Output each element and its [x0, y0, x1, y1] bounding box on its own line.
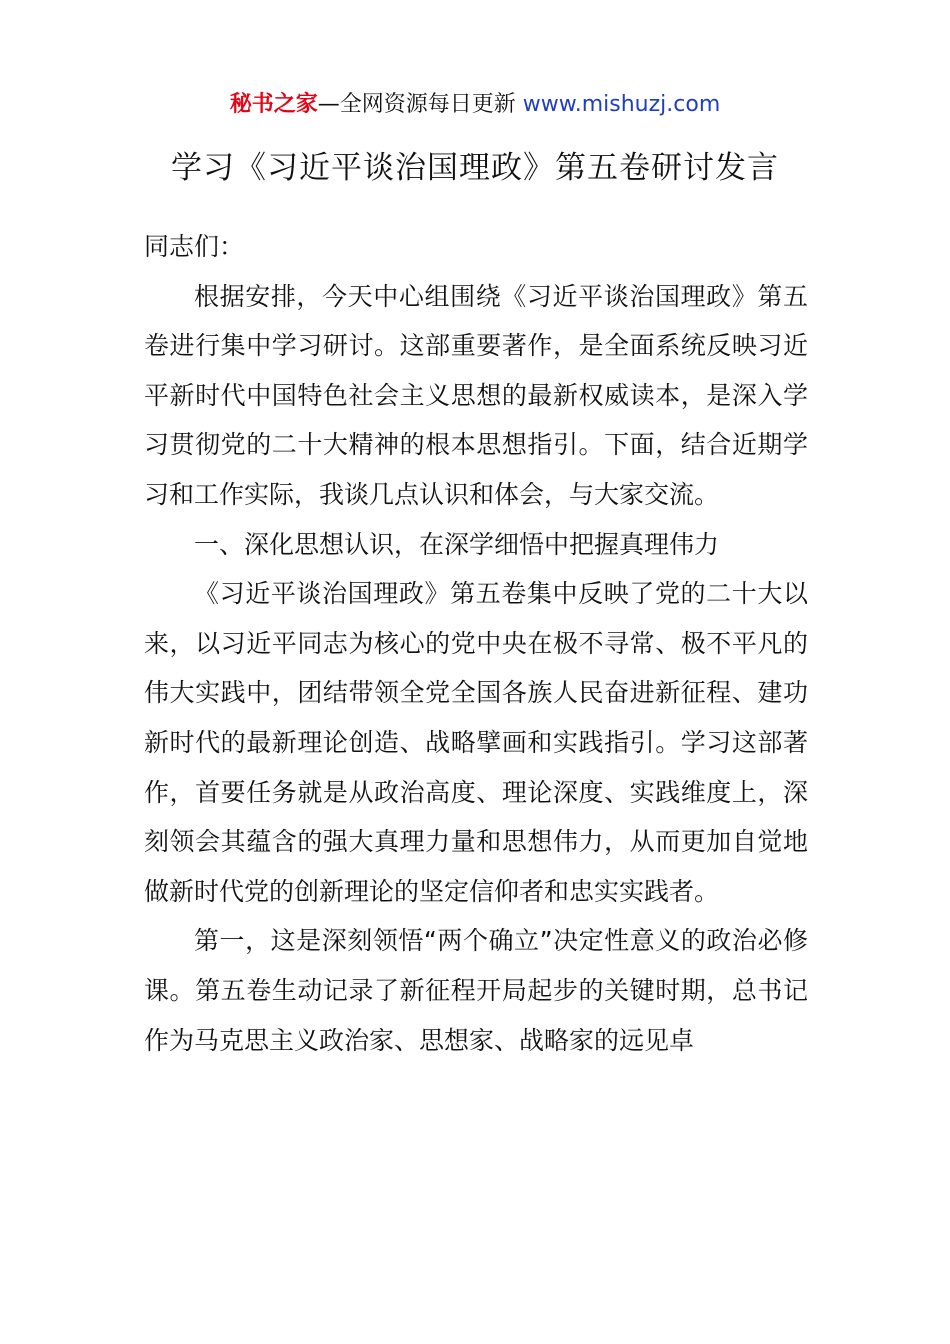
document-title: 学习《习近平谈治国理政》第五卷研讨发言 — [171, 150, 779, 186]
paragraph-section-1: 《习近平谈治国理政》第五卷集中反映了党的二十大以来，以习近平同志为核心的党中央在极不寻常、极不平凡的伟大实践中，团结带领全党全国各族人民奋进新征程、建功新时代的最新理论创造、战略擘画和实践指引。学习这部著作，首要任务就是从政治高度、理论深度、实践维度上，深刻领会其蕴含的强大真理力量和思想伟力，从而更加自觉地做新时代党的创新理论的坚定信仰者和忠实实践者。 — [144, 579, 808, 906]
document-body — [144, 222, 808, 1065]
section-heading-1: 一、深化思想认识，在深学细悟中把握真理伟力 — [194, 529, 720, 559]
site-slogan: —全网资源每日更新 — [317, 92, 523, 117]
site-brand: 秘书之家 — [229, 92, 318, 117]
paragraph-intro: 根据安排，今天中心组围绕《习近平谈治国理政》第五卷进行集中学习研讨。这部重要著作，是全面系统反映习近平新时代中国特色社会主义思想的最新权威读本，是深入学习贯彻党的二十大精神的根本思想指引。下面，结合近期学习和工作实际，我谈几点认识和体会，与大家交流。 — [144, 281, 808, 509]
site-url-link[interactable]: www.mishuzj.com — [522, 92, 721, 117]
site-header — [0, 88, 950, 122]
greeting: 同志们： — [144, 232, 245, 261]
paragraph-point-1: 第一，这是深刻领悟“两个确立”决定性意义的政治必修课。第五卷生动记录了新征程开局起步的关键时期，总书记作为马克思主义政治家、思想家、战略家的远见卓 — [144, 926, 808, 1055]
